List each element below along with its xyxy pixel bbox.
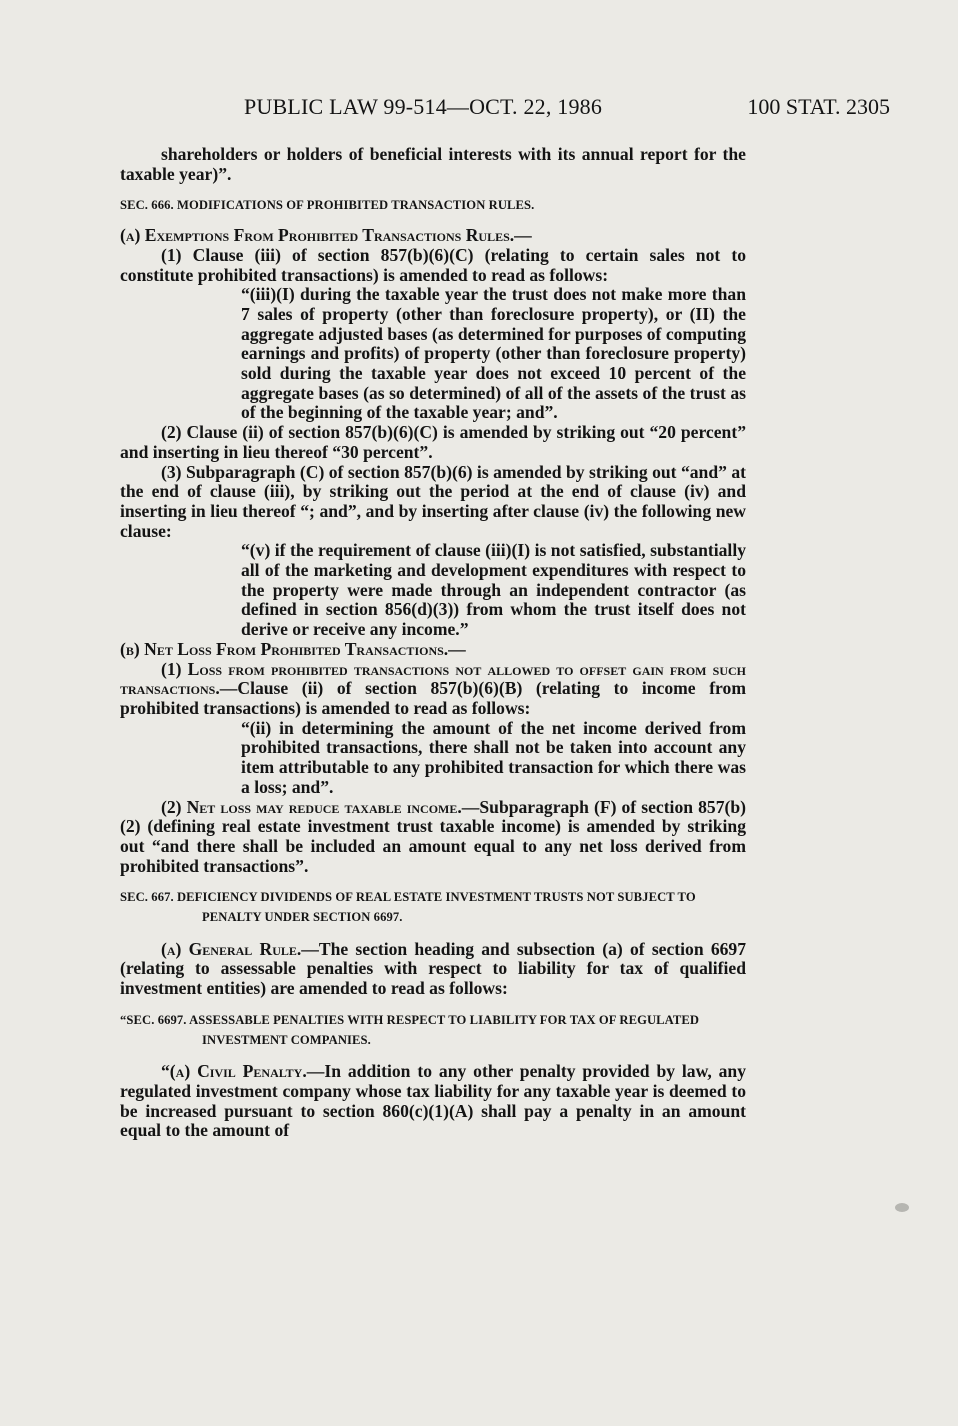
quote-b1: “(ii) in determining the amount of the net income derived from prohibited transactions, there shall not be taken into account any item attributable to any prohibited transaction for which there was a loss; and”. (241, 717, 746, 797)
subsection-b-label: (b) Net Loss From Prohibited Transactions.— (120, 638, 466, 659)
paragraph-a2: (2) Clause (ii) of section 857(b)(6)(C) is amended by striking out “20 percent” and inserting in lieu thereof “30 percent”. (120, 422, 746, 462)
section-667-heading: SEC. 667. DEFICIENCY DIVIDENDS OF REAL ESTATE INVESTMENT TRUSTS NOT SUBJECT TO PENALTY UNDER SECTION 6697. (120, 890, 696, 925)
paragraph-667a-label: (a) General Rule. (161, 938, 302, 959)
stat-citation: 100 STAT. 2305 (747, 94, 890, 119)
paragraph-667a-text: —The section heading and subsection (a) of section 6697 (relating to assessable penalties with respect to liability for tax of qualified investment entities) are amended to read as follows: (120, 938, 747, 999)
paragraph-667a (120, 940, 746, 999)
paragraph-b1 (120, 660, 746, 719)
document-body (120, 145, 746, 1141)
paragraph-6697a-text: —In addition to any other penalty provided by law, any regulated investment company whose tax liability for any taxable year is deemed to be increased pursuant to section 860(c)(1)(A) shall pay a penalty in an amount equal to the amount of (120, 1061, 747, 1141)
quote-a1: “(iii)(I) during the taxable year the trust does not make more than 7 sales of property (other than foreclosure property), or (II) the aggregate adjusted bases (as determined for purposes of computing earnings and profits) of property (other than foreclosure property) sold during the taxable year does not exceed 10 percent of the aggregate bases (as so determined) of all of the assets of the trust as of the beginning of the taxable year; and”. (241, 284, 746, 423)
paragraph-b2-label: (2) Net loss may reduce taxable income. (161, 796, 462, 817)
subsection-a-label: (a) Exemptions From Prohibited Transactions Rules.— (120, 225, 532, 246)
law-title: PUBLIC LAW 99-514—OCT. 22, 1986 (244, 94, 603, 119)
paragraph-b2-text: —Subparagraph (F) of section 857(b)(2) (defining real estate investment trust taxable income) is amended by striking out “and there shall be included an amount equal to any net loss derived from prohibited transactions”. (120, 796, 746, 876)
paragraph-b1-label: (1) Loss from prohibited transactions not allowed to offset gain from such transactions. (120, 658, 746, 699)
paragraph-continuation: shareholders or holders of beneficial interests with its annual report for the taxable year)”. (120, 144, 746, 184)
paragraph-b1-text: —Clause (ii) of section 857(b)(6)(B) (relating to income from prohibited transactions) is amended to read as follows: (120, 678, 746, 718)
paragraph-6697a-label: “(a) Civil Penalty. (161, 1061, 307, 1082)
paragraph-6697a (120, 1062, 746, 1141)
paragraph-a1: (1) Clause (iii) of section 857(b)(6)(C) (relating to certain sales not to constitute prohibited transactions) is amended to read as follows: (120, 244, 746, 285)
subsection-b-heading (120, 640, 746, 660)
ink-speck (895, 1203, 909, 1212)
section-666-heading: SEC. 666. MODIFICATIONS OF PROHIBITED TRANSACTION RULES. (120, 198, 535, 213)
section-6697-heading: “SEC. 6697. ASSESSABLE PENALTIES WITH RESPECT TO LIABILITY FOR TAX OF REGULATED INVESTMENT COMPANIES. (120, 1012, 700, 1047)
paragraph-b2 (120, 798, 746, 877)
subsection-a-heading (120, 226, 746, 246)
running-head (120, 94, 890, 124)
quote-a3: “(v) if the requirement of clause (iii)(I) is not satisfied, substantially all of the marketing and development expenditures with respect to the property were made through an independent contractor (as defined in section 856(d)(3)) from whom the trust itself does not derive or receive any income.” (241, 540, 746, 640)
paragraph-a3: (3) Subparagraph (C) of section 857(b)(6) is amended by striking out “and” at the end of clause (iii), by striking out the period at the end of clause (iv) and inserting in lieu thereof “; and”, and by inserting after clause (iv) the following new clause: (120, 461, 746, 541)
